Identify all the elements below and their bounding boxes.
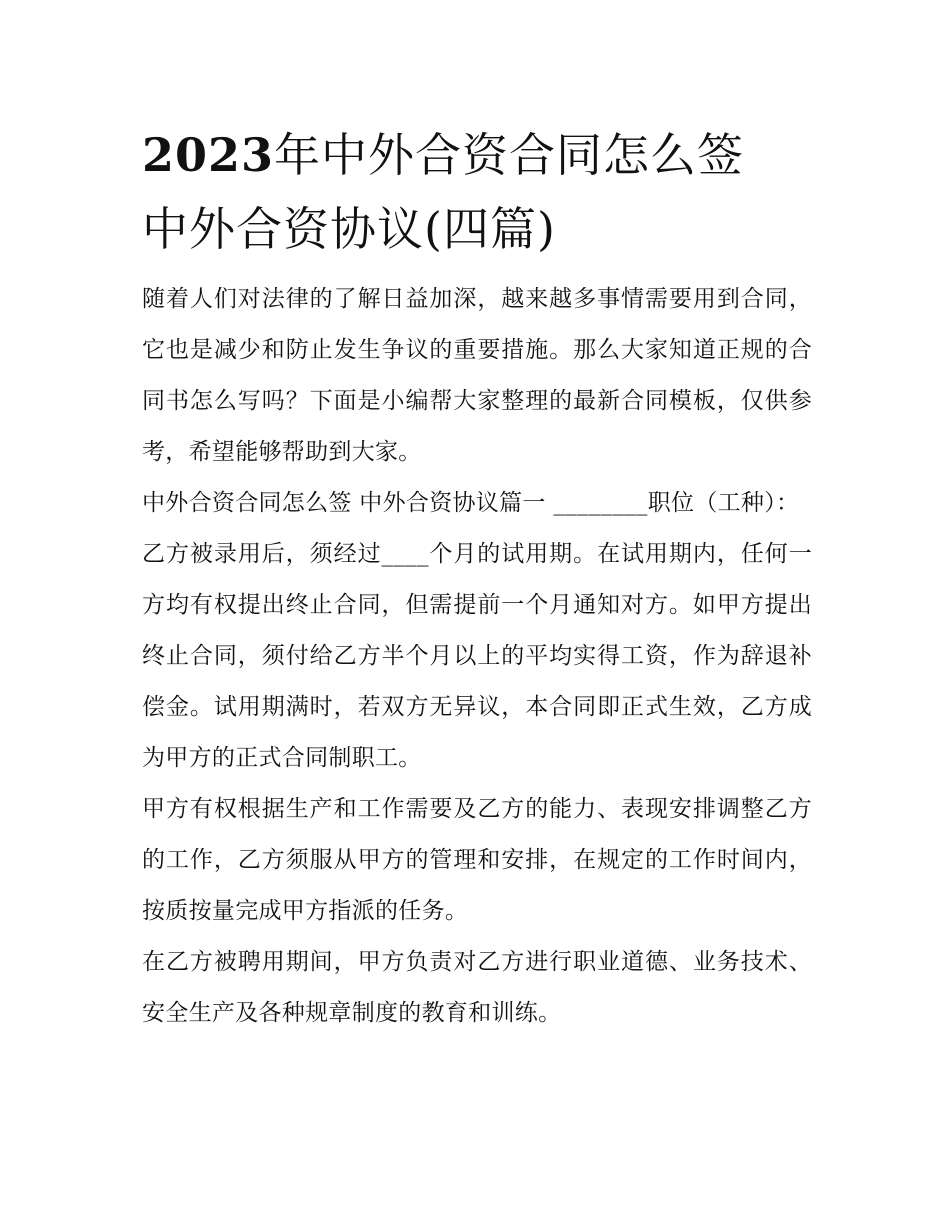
title-line-1-text: 年中外合资合同怎么签 — [274, 128, 745, 182]
intro-paragraph: 随着人们对法律的了解日益加深，越来越多事情需要用到合同，它也是减少和防止发生争议的重要措施。那么大家知道正规的合同书怎么写吗？下面是小编帮大家整理的最新合同模板，仅供参考，希望能够帮助到大家。 — [142, 286, 812, 465]
work-arrangement-paragraph: 甲方有权根据生产和工作需要及乙方的能力、表现安排调整乙方的工作，乙方须服从甲方的管理和安排，在规定的工作时间内，按质按量完成甲方指派的任务。 — [142, 796, 812, 924]
title-line-2: 中外合资协议(四篇) — [142, 202, 556, 256]
document-title — [142, 118, 812, 266]
title-year: 2023 — [142, 128, 275, 182]
title-line-1 — [142, 118, 812, 192]
document-body — [142, 274, 812, 1039]
section-heading-paragraph: 中外合资合同怎么签 中外合资协议篇一 ________职位（工种）： — [142, 490, 800, 516]
probation-paragraph: 乙方被录用后，须经过____个月的试用期。在试用期内，任何一方均有权提出终止合同，但需提前一个月通知对方。如甲方提出终止合同，须付给乙方半个月以上的平均实得工资，作为辞退补偿金。试用期满时，若双方无异议，本合同即正式生效，乙方成为甲方的正式合同制职工。 — [142, 541, 812, 771]
training-paragraph: 在乙方被聘用期间，甲方负责对乙方进行职业道德、业务技术、安全生产及各种规章制度的教育和训练。 — [142, 949, 812, 1026]
